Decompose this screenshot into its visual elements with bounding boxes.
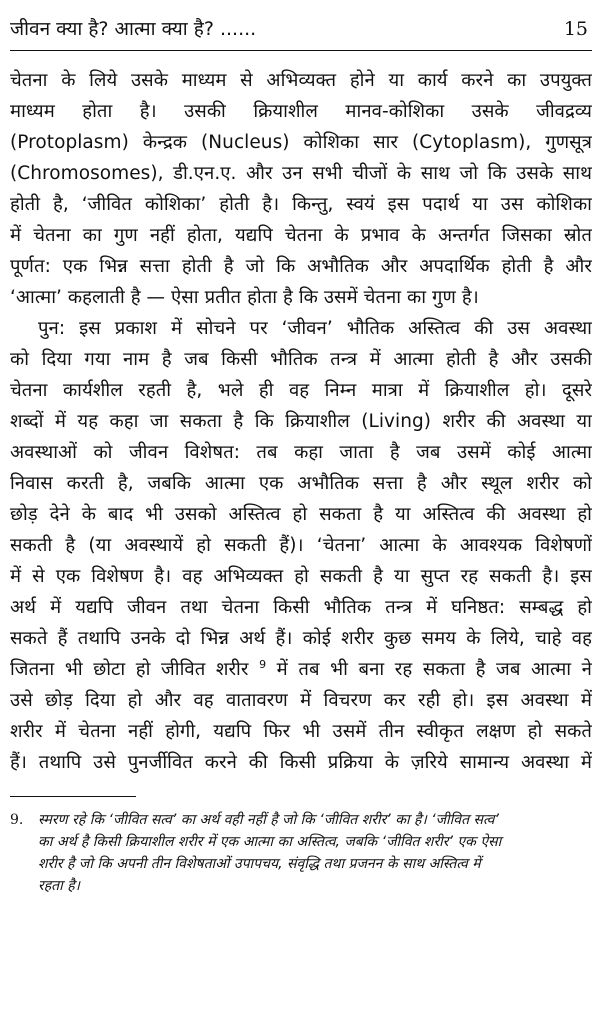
text-fragment: जितना भी छोटा हो जीवित शरीर bbox=[10, 659, 249, 680]
paragraph-1 bbox=[10, 65, 592, 313]
text-line: होती है, ‘जीवित कोशिका’ होती है। किन्तु, स्वयं इस पदार्थ या उस कोशिका bbox=[10, 194, 592, 215]
text-line: माध्यम होता है। उसकी क्रियाशील मानव-कोशिका उसके जीवद्रव्य bbox=[10, 101, 592, 122]
footnote-body bbox=[38, 809, 592, 897]
footnote-line: स्मरण रहे कि ‘जीवित सत्व’ का अर्थ वही नहीं है जो कि ‘जीवित शरीर’ का है। ‘जीवित सत्व’ bbox=[38, 812, 499, 828]
footnote-ref[interactable]: 9 bbox=[259, 657, 267, 671]
text-line: सकते हैं तथापि उनके दो भिन्न अर्थ हैं। कोई शरीर कुछ समय के लिये, चाहे वह bbox=[10, 628, 592, 649]
text-line: छोड़ देने के बाद भी उसको अस्तित्व हो सकता है या अस्तित्व की अवस्था हो bbox=[10, 504, 592, 525]
footnote-line: का अर्थ है किसी क्रियाशील शरीर में एक आत्मा का अस्तित्व, जबकि ‘जीवित शरीर’ एक ऐसा bbox=[38, 834, 502, 850]
text-line: अर्थ में यद्यपि जीवन तथा चेतना किसी भौतिक तन्त्र में घनिष्ठत: सम्बद्ध हो bbox=[10, 597, 592, 618]
header-rule bbox=[10, 50, 592, 51]
text-line: उसे छोड़ दिया हो और वह वातावरण में विचरण कर रही हो। इस अवस्था में bbox=[10, 690, 592, 711]
footnote-line: रहता है। bbox=[38, 878, 80, 894]
text-line: सकती है (या अवस्थायें हो सकती हैं)। ‘चेतना’ आत्मा के आवश्यक विशेषणों bbox=[10, 535, 592, 556]
footnote-number: 9. bbox=[10, 812, 24, 828]
text-line: में से एक विशेषण है। वह अभिव्यक्त हो सकती है या सुप्त रह सकती है। इस bbox=[10, 566, 592, 587]
text-line: हैं। तथापि उसे पुनर्जीवित करने की किसी प्रक्रिया के ज़रिये सामान्य अवस्था में bbox=[10, 752, 592, 773]
text-line: पुन: इस प्रकाश में सोचने पर ‘जीवन’ भौतिक अस्तित्व की उस अवस्था bbox=[38, 318, 592, 339]
footnote-line: शरीर है जो कि अपनी तीन विशेषताओं उपापचय, संवृद्धि तथा प्रजनन के साथ अस्तित्व में bbox=[38, 856, 481, 872]
text-line: चेतना कार्यशील रहती है, भले ही वह निम्न मात्रा में क्रियाशील हो। दूसरे bbox=[10, 380, 592, 401]
running-header bbox=[10, 14, 592, 44]
page-number: 15 bbox=[563, 18, 588, 40]
text-line: ‘आत्मा’ कहलाती है — ऐसा प्रतीत होता है कि उसमें चेतना का गुण है। bbox=[10, 287, 479, 308]
text-line: (Protoplasm) केन्द्रक (Nucleus) कोशिका सार (Cytoplasm), गुणसूत्र bbox=[10, 132, 592, 153]
text-line: निवास करती है, जबकि आत्मा एक अभौतिक सत्ता है और स्थूल शरीर को bbox=[10, 473, 592, 494]
running-head-title: जीवन क्या है? आत्मा क्या है? ...... bbox=[10, 18, 257, 40]
body-text bbox=[10, 65, 592, 778]
paragraph-2 bbox=[10, 313, 592, 778]
text-line: अवस्थाओं को जीवन विशेषत: तब कहा जाता है जब उसमें कोई आत्मा bbox=[10, 442, 592, 463]
text-fragment: में तब भी बना रह सकता है जब आत्मा ने bbox=[266, 659, 592, 680]
footnote-rule bbox=[10, 796, 136, 797]
text-line-with-footnote bbox=[10, 654, 592, 685]
text-line: शब्दों में यह कहा जा सकता है कि क्रियाशील (Living) शरीर की अवस्था या bbox=[10, 411, 592, 432]
text-line: में चेतना का गुण नहीं होता, यद्यपि चेतना के प्रभाव के अन्तर्गत जिसका स्रोत bbox=[10, 225, 592, 246]
text-line: (Chromosomes), डी.एन.ए. और उन सभी चीजों के साथ जो कि उसके साथ bbox=[10, 163, 592, 184]
text-line: चेतना के लिये उसके माध्यम से अभिव्यक्त होने या कार्य करने का उपयुक्त bbox=[10, 70, 592, 91]
text-line: शरीर में चेतना नहीं होगी, यद्यपि फिर भी उसमें तीन स्वीकृत लक्षण हो सकते bbox=[10, 721, 592, 742]
text-line: को दिया गया नाम है जब किसी भौतिक तन्त्र में आत्मा होती है और उसकी bbox=[10, 349, 592, 370]
text-line: पूर्णत: एक भिन्न सत्ता होती है जो कि अभौतिक और अपदार्थिक होती है और bbox=[10, 256, 592, 277]
footnote bbox=[10, 809, 592, 897]
